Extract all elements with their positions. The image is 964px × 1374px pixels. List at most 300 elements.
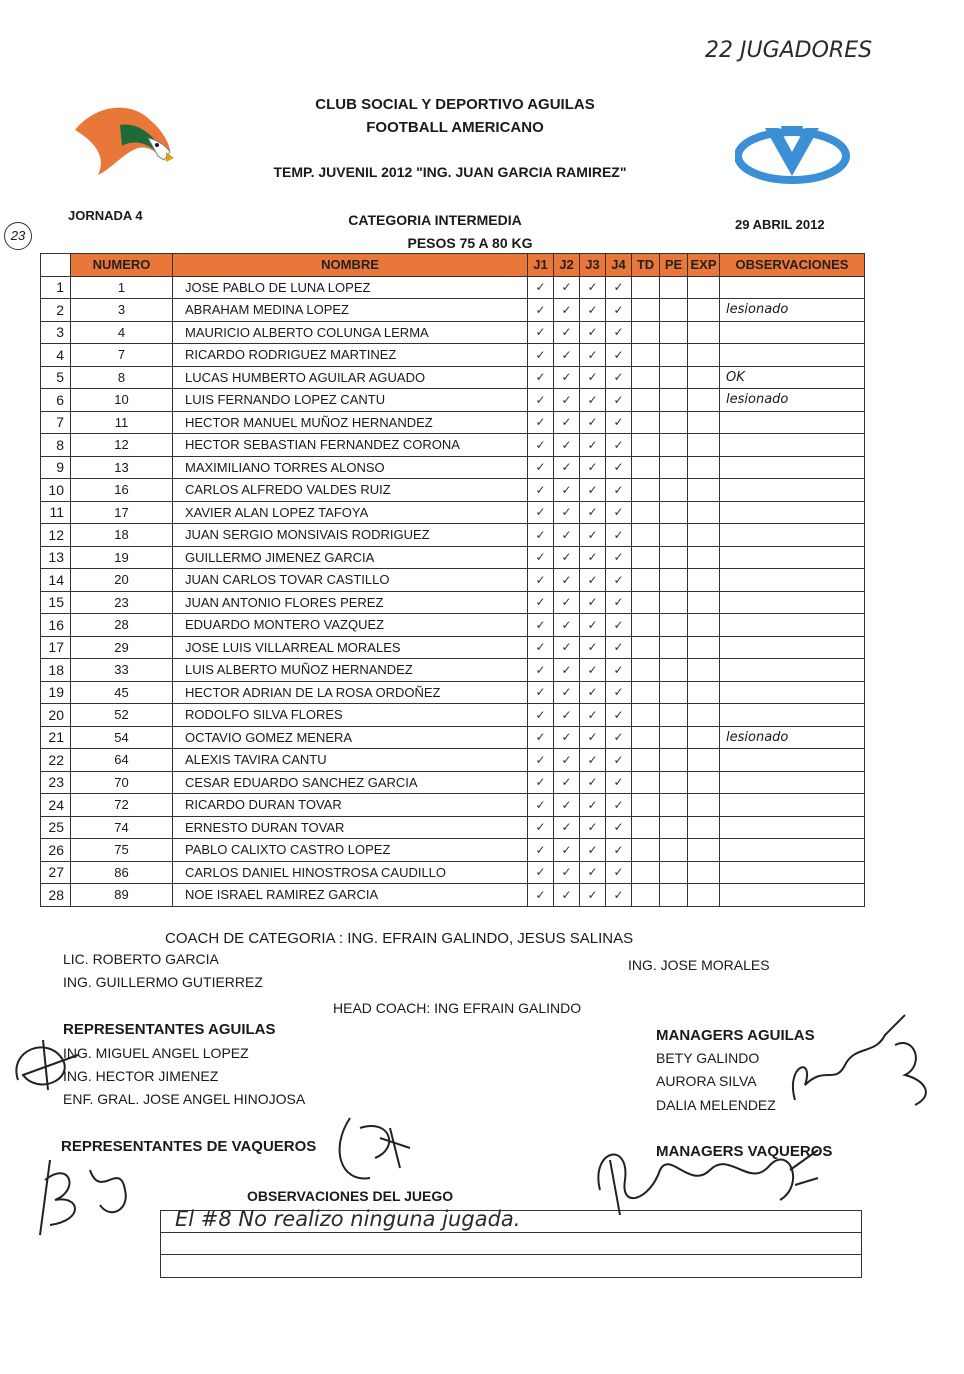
j4-mark: ✓ bbox=[606, 411, 632, 434]
player-name: ALEXIS TAVIRA CANTU bbox=[173, 749, 528, 772]
exp-cell bbox=[688, 479, 720, 502]
td-cell bbox=[632, 524, 660, 547]
pe-cell bbox=[660, 479, 688, 502]
td-cell bbox=[632, 816, 660, 839]
pe-cell bbox=[660, 456, 688, 479]
j3-mark: ✓ bbox=[580, 501, 606, 524]
pe-cell bbox=[660, 501, 688, 524]
td-cell bbox=[632, 749, 660, 772]
row-index: 18 bbox=[41, 659, 71, 682]
j2-mark: ✓ bbox=[554, 614, 580, 637]
player-name: RICARDO RODRIGUEZ MARTINEZ bbox=[173, 344, 528, 367]
player-name: NOE ISRAEL RAMIREZ GARCIA bbox=[173, 884, 528, 907]
td-cell bbox=[632, 479, 660, 502]
manager-aguilas-1: BETY GALINDO bbox=[656, 1050, 760, 1066]
j4-mark: ✓ bbox=[606, 884, 632, 907]
signature-rep-aguilas bbox=[8, 1030, 88, 1100]
j3-mark: ✓ bbox=[580, 524, 606, 547]
exp-cell bbox=[688, 884, 720, 907]
td-cell bbox=[632, 366, 660, 389]
player-number: 23 bbox=[71, 591, 173, 614]
pe-cell bbox=[660, 299, 688, 322]
row-index: 11 bbox=[41, 501, 71, 524]
handwritten-player-count: 22 JUGADORES bbox=[705, 38, 873, 63]
exp-cell bbox=[688, 299, 720, 322]
exp-cell bbox=[688, 591, 720, 614]
table-row bbox=[41, 524, 865, 547]
exp-cell bbox=[688, 456, 720, 479]
player-name: MAXIMILIANO TORRES ALONSO bbox=[173, 456, 528, 479]
j2-mark: ✓ bbox=[554, 884, 580, 907]
j4-mark: ✓ bbox=[606, 344, 632, 367]
table-row bbox=[41, 389, 865, 412]
table-row bbox=[41, 794, 865, 817]
player-number: 13 bbox=[71, 456, 173, 479]
row-index: 2 bbox=[41, 299, 71, 322]
td-cell bbox=[632, 636, 660, 659]
table-header-row bbox=[41, 254, 865, 277]
player-name: EDUARDO MONTERO VAZQUEZ bbox=[173, 614, 528, 637]
observation-cell: OK bbox=[720, 366, 865, 389]
j4-mark: ✓ bbox=[606, 479, 632, 502]
td-cell bbox=[632, 299, 660, 322]
j3-mark: ✓ bbox=[580, 591, 606, 614]
exp-cell bbox=[688, 636, 720, 659]
player-name: MAURICIO ALBERTO COLUNGA LERMA bbox=[173, 321, 528, 344]
vaqueros-logo bbox=[735, 118, 850, 188]
pe-cell bbox=[660, 704, 688, 727]
observation-cell bbox=[720, 546, 865, 569]
j4-mark: ✓ bbox=[606, 276, 632, 299]
player-number: 89 bbox=[71, 884, 173, 907]
j4-mark: ✓ bbox=[606, 299, 632, 322]
player-number: 10 bbox=[71, 389, 173, 412]
row-index: 25 bbox=[41, 816, 71, 839]
exp-cell bbox=[688, 344, 720, 367]
j3-mark: ✓ bbox=[580, 546, 606, 569]
col-j3: J3 bbox=[580, 254, 606, 277]
j4-mark: ✓ bbox=[606, 726, 632, 749]
player-number: 17 bbox=[71, 501, 173, 524]
pe-cell bbox=[660, 366, 688, 389]
j4-mark: ✓ bbox=[606, 636, 632, 659]
row-index: 16 bbox=[41, 614, 71, 637]
col-td: TD bbox=[632, 254, 660, 277]
j1-mark: ✓ bbox=[528, 276, 554, 299]
observation-cell bbox=[720, 456, 865, 479]
col-j1: J1 bbox=[528, 254, 554, 277]
player-number: 11 bbox=[71, 411, 173, 434]
exp-cell bbox=[688, 524, 720, 547]
managers-vaqueros-title: MANAGERS VAQUEROS bbox=[656, 1143, 833, 1160]
j2-mark: ✓ bbox=[554, 434, 580, 457]
j1-mark: ✓ bbox=[528, 614, 554, 637]
table-row bbox=[41, 456, 865, 479]
pe-cell bbox=[660, 524, 688, 547]
pe-cell bbox=[660, 636, 688, 659]
player-number: 3 bbox=[71, 299, 173, 322]
j3-mark: ✓ bbox=[580, 411, 606, 434]
exp-cell bbox=[688, 569, 720, 592]
club-title: CLUB SOCIAL Y DEPORTIVO AGUILAS bbox=[315, 96, 595, 113]
round-label: JORNADA 4 bbox=[68, 208, 143, 223]
pe-cell bbox=[660, 839, 688, 862]
category-label: CATEGORIA INTERMEDIA bbox=[348, 212, 522, 228]
rep-aguilas-1: ING. MIGUEL ANGEL LOPEZ bbox=[63, 1045, 249, 1061]
exp-cell bbox=[688, 276, 720, 299]
row-index: 3 bbox=[41, 321, 71, 344]
j4-mark: ✓ bbox=[606, 659, 632, 682]
player-number: 4 bbox=[71, 321, 173, 344]
j2-mark: ✓ bbox=[554, 546, 580, 569]
td-cell bbox=[632, 726, 660, 749]
j2-mark: ✓ bbox=[554, 749, 580, 772]
table-row bbox=[41, 839, 865, 862]
player-name: JOSE LUIS VILLARREAL MORALES bbox=[173, 636, 528, 659]
player-name: GUILLERMO JIMENEZ GARCIA bbox=[173, 546, 528, 569]
table-row bbox=[41, 569, 865, 592]
player-number: 20 bbox=[71, 569, 173, 592]
observation-cell bbox=[720, 749, 865, 772]
player-number: 18 bbox=[71, 524, 173, 547]
td-cell bbox=[632, 681, 660, 704]
observation-cell bbox=[720, 794, 865, 817]
td-cell bbox=[632, 659, 660, 682]
pe-cell bbox=[660, 546, 688, 569]
j2-mark: ✓ bbox=[554, 479, 580, 502]
td-cell bbox=[632, 434, 660, 457]
player-number: 45 bbox=[71, 681, 173, 704]
j2-mark: ✓ bbox=[554, 456, 580, 479]
table-row bbox=[41, 546, 865, 569]
j3-mark: ✓ bbox=[580, 771, 606, 794]
col-index bbox=[41, 254, 71, 277]
pe-cell bbox=[660, 591, 688, 614]
pe-cell bbox=[660, 681, 688, 704]
j2-mark: ✓ bbox=[554, 321, 580, 344]
head-coach: HEAD COACH: ING EFRAIN GALINDO bbox=[333, 1000, 582, 1016]
td-cell bbox=[632, 861, 660, 884]
td-cell bbox=[632, 501, 660, 524]
table-row bbox=[41, 591, 865, 614]
j4-mark: ✓ bbox=[606, 524, 632, 547]
col-nombre: NOMBRE bbox=[173, 254, 528, 277]
player-name: JUAN ANTONIO FLORES PEREZ bbox=[173, 591, 528, 614]
j1-mark: ✓ bbox=[528, 456, 554, 479]
td-cell bbox=[632, 704, 660, 727]
col-numero: NUMERO bbox=[71, 254, 173, 277]
j4-mark: ✓ bbox=[606, 816, 632, 839]
player-number: 7 bbox=[71, 344, 173, 367]
td-cell bbox=[632, 839, 660, 862]
table-row bbox=[41, 704, 865, 727]
j4-mark: ✓ bbox=[606, 456, 632, 479]
row-index: 15 bbox=[41, 591, 71, 614]
pe-cell bbox=[660, 321, 688, 344]
col-j4: J4 bbox=[606, 254, 632, 277]
j2-mark: ✓ bbox=[554, 591, 580, 614]
coach-guillermo: ING. GUILLERMO GUTIERREZ bbox=[63, 974, 263, 990]
exp-cell bbox=[688, 749, 720, 772]
pe-cell bbox=[660, 344, 688, 367]
j2-mark: ✓ bbox=[554, 636, 580, 659]
observation-cell bbox=[720, 884, 865, 907]
player-number: 19 bbox=[71, 546, 173, 569]
j2-mark: ✓ bbox=[554, 411, 580, 434]
player-number: 64 bbox=[71, 749, 173, 772]
observation-cell bbox=[720, 434, 865, 457]
td-cell bbox=[632, 411, 660, 434]
j2-mark: ✓ bbox=[554, 366, 580, 389]
j4-mark: ✓ bbox=[606, 389, 632, 412]
j1-mark: ✓ bbox=[528, 816, 554, 839]
j4-mark: ✓ bbox=[606, 614, 632, 637]
observation-cell bbox=[720, 344, 865, 367]
j4-mark: ✓ bbox=[606, 434, 632, 457]
td-cell bbox=[632, 794, 660, 817]
j1-mark: ✓ bbox=[528, 704, 554, 727]
player-name: RODOLFO SILVA FLORES bbox=[173, 704, 528, 727]
observation-cell bbox=[720, 636, 865, 659]
j3-mark: ✓ bbox=[580, 884, 606, 907]
table-row bbox=[41, 614, 865, 637]
j1-mark: ✓ bbox=[528, 591, 554, 614]
player-name: JOSE PABLO DE LUNA LOPEZ bbox=[173, 276, 528, 299]
weight-label: PESOS 75 A 80 KG bbox=[407, 235, 533, 251]
j2-mark: ✓ bbox=[554, 794, 580, 817]
j3-mark: ✓ bbox=[580, 389, 606, 412]
td-cell bbox=[632, 591, 660, 614]
j1-mark: ✓ bbox=[528, 569, 554, 592]
player-name: LUIS ALBERTO MUÑOZ HERNANDEZ bbox=[173, 659, 528, 682]
table-row bbox=[41, 861, 865, 884]
td-cell bbox=[632, 456, 660, 479]
row-index: 19 bbox=[41, 681, 71, 704]
observation-cell bbox=[720, 816, 865, 839]
col-observaciones: OBSERVACIONES bbox=[720, 254, 865, 277]
row-index: 20 bbox=[41, 704, 71, 727]
table-row bbox=[41, 726, 865, 749]
signature-vaqueros-mid bbox=[330, 1108, 420, 1188]
exp-cell bbox=[688, 794, 720, 817]
player-name: RICARDO DURAN TOVAR bbox=[173, 794, 528, 817]
player-name: HECTOR ADRIAN DE LA ROSA ORDOÑEZ bbox=[173, 681, 528, 704]
j3-mark: ✓ bbox=[580, 344, 606, 367]
row-index: 21 bbox=[41, 726, 71, 749]
col-exp: EXP bbox=[688, 254, 720, 277]
table-row bbox=[41, 479, 865, 502]
observation-cell bbox=[720, 591, 865, 614]
table-row bbox=[41, 749, 865, 772]
observation-cell bbox=[720, 704, 865, 727]
j1-mark: ✓ bbox=[528, 839, 554, 862]
row-index: 23 bbox=[41, 771, 71, 794]
j2-mark: ✓ bbox=[554, 861, 580, 884]
j2-mark: ✓ bbox=[554, 771, 580, 794]
row-index: 22 bbox=[41, 749, 71, 772]
rep-aguilas-title: REPRESENTANTES AGUILAS bbox=[63, 1021, 276, 1038]
player-name: JUAN SERGIO MONSIVAIS RODRIGUEZ bbox=[173, 524, 528, 547]
table-row bbox=[41, 816, 865, 839]
j4-mark: ✓ bbox=[606, 681, 632, 704]
j4-mark: ✓ bbox=[606, 591, 632, 614]
player-number: 86 bbox=[71, 861, 173, 884]
player-name: JUAN CARLOS TOVAR CASTILLO bbox=[173, 569, 528, 592]
j1-mark: ✓ bbox=[528, 771, 554, 794]
player-name: CARLOS DANIEL HINOSTROSA CAUDILLO bbox=[173, 861, 528, 884]
j2-mark: ✓ bbox=[554, 659, 580, 682]
pe-cell bbox=[660, 276, 688, 299]
j4-mark: ✓ bbox=[606, 794, 632, 817]
j1-mark: ✓ bbox=[528, 411, 554, 434]
pe-cell bbox=[660, 794, 688, 817]
observation-cell bbox=[720, 771, 865, 794]
j2-mark: ✓ bbox=[554, 299, 580, 322]
j3-mark: ✓ bbox=[580, 704, 606, 727]
j3-mark: ✓ bbox=[580, 479, 606, 502]
observation-cell bbox=[720, 411, 865, 434]
j1-mark: ✓ bbox=[528, 366, 554, 389]
table-row bbox=[41, 411, 865, 434]
j4-mark: ✓ bbox=[606, 749, 632, 772]
j1-mark: ✓ bbox=[528, 726, 554, 749]
j2-mark: ✓ bbox=[554, 726, 580, 749]
pe-cell bbox=[660, 569, 688, 592]
player-number: 54 bbox=[71, 726, 173, 749]
player-number: 33 bbox=[71, 659, 173, 682]
player-number: 28 bbox=[71, 614, 173, 637]
j3-mark: ✓ bbox=[580, 794, 606, 817]
j4-mark: ✓ bbox=[606, 366, 632, 389]
td-cell bbox=[632, 546, 660, 569]
pe-cell bbox=[660, 659, 688, 682]
table-row bbox=[41, 299, 865, 322]
player-number: 72 bbox=[71, 794, 173, 817]
col-pe: PE bbox=[660, 254, 688, 277]
observation-cell bbox=[720, 321, 865, 344]
row-index: 6 bbox=[41, 389, 71, 412]
observation-cell bbox=[720, 479, 865, 502]
td-cell bbox=[632, 884, 660, 907]
row-index: 9 bbox=[41, 456, 71, 479]
j2-mark: ✓ bbox=[554, 816, 580, 839]
j4-mark: ✓ bbox=[606, 704, 632, 727]
j1-mark: ✓ bbox=[528, 434, 554, 457]
player-name: XAVIER ALAN LOPEZ TAFOYA bbox=[173, 501, 528, 524]
j1-mark: ✓ bbox=[528, 749, 554, 772]
j3-mark: ✓ bbox=[580, 434, 606, 457]
player-number: 1 bbox=[71, 276, 173, 299]
j4-mark: ✓ bbox=[606, 546, 632, 569]
row-index: 24 bbox=[41, 794, 71, 817]
observation-cell bbox=[720, 839, 865, 862]
row-index: 17 bbox=[41, 636, 71, 659]
coach-category: COACH DE CATEGORIA : ING. EFRAIN GALINDO, JESUS SALINAS bbox=[165, 930, 634, 947]
j3-mark: ✓ bbox=[580, 636, 606, 659]
aguilas-eagle-logo bbox=[70, 100, 175, 180]
player-name: HECTOR MANUEL MUÑOZ HERNANDEZ bbox=[173, 411, 528, 434]
player-name: HECTOR SEBASTIAN FERNANDEZ CORONA bbox=[173, 434, 528, 457]
td-cell bbox=[632, 321, 660, 344]
signature-managers-vaqueros bbox=[590, 1130, 820, 1220]
player-number: 16 bbox=[71, 479, 173, 502]
season-title: TEMP. JUVENIL 2012 "ING. JUAN GARCIA RAMIREZ" bbox=[273, 164, 627, 180]
exp-cell bbox=[688, 681, 720, 704]
j3-mark: ✓ bbox=[580, 366, 606, 389]
pe-cell bbox=[660, 861, 688, 884]
j4-mark: ✓ bbox=[606, 771, 632, 794]
row-index: 7 bbox=[41, 411, 71, 434]
row-index: 10 bbox=[41, 479, 71, 502]
exp-cell bbox=[688, 501, 720, 524]
exp-cell bbox=[688, 839, 720, 862]
observation-cell: lesionado bbox=[720, 389, 865, 412]
pe-cell bbox=[660, 749, 688, 772]
coach-jose-morales: ING. JOSE MORALES bbox=[628, 957, 770, 973]
j3-mark: ✓ bbox=[580, 839, 606, 862]
table-row bbox=[41, 321, 865, 344]
exp-cell bbox=[688, 861, 720, 884]
j2-mark: ✓ bbox=[554, 276, 580, 299]
exp-cell bbox=[688, 704, 720, 727]
j2-mark: ✓ bbox=[554, 389, 580, 412]
player-number: 75 bbox=[71, 839, 173, 862]
j1-mark: ✓ bbox=[528, 344, 554, 367]
player-name: LUIS FERNANDO LOPEZ CANTU bbox=[173, 389, 528, 412]
j3-mark: ✓ bbox=[580, 614, 606, 637]
j1-mark: ✓ bbox=[528, 884, 554, 907]
observation-cell: lesionado bbox=[720, 299, 865, 322]
j2-mark: ✓ bbox=[554, 569, 580, 592]
observation-cell bbox=[720, 501, 865, 524]
observation-cell bbox=[720, 614, 865, 637]
player-number: 29 bbox=[71, 636, 173, 659]
j1-mark: ✓ bbox=[528, 501, 554, 524]
table-row bbox=[41, 501, 865, 524]
player-number: 8 bbox=[71, 366, 173, 389]
j1-mark: ✓ bbox=[528, 479, 554, 502]
player-name: ERNESTO DURAN TOVAR bbox=[173, 816, 528, 839]
j2-mark: ✓ bbox=[554, 344, 580, 367]
j3-mark: ✓ bbox=[580, 456, 606, 479]
table-row bbox=[41, 636, 865, 659]
j2-mark: ✓ bbox=[554, 839, 580, 862]
date-label: 29 ABRIL 2012 bbox=[735, 217, 825, 232]
observation-cell bbox=[720, 569, 865, 592]
roster-table bbox=[40, 253, 865, 907]
exp-cell bbox=[688, 366, 720, 389]
observation-cell bbox=[720, 681, 865, 704]
row-index: 8 bbox=[41, 434, 71, 457]
j3-mark: ✓ bbox=[580, 816, 606, 839]
exp-cell bbox=[688, 614, 720, 637]
col-j2: J2 bbox=[554, 254, 580, 277]
j4-mark: ✓ bbox=[606, 569, 632, 592]
player-number: 74 bbox=[71, 816, 173, 839]
j1-mark: ✓ bbox=[528, 389, 554, 412]
game-observations-title: OBSERVACIONES DEL JUEGO bbox=[247, 1188, 454, 1204]
j4-mark: ✓ bbox=[606, 861, 632, 884]
j3-mark: ✓ bbox=[580, 321, 606, 344]
table-row bbox=[41, 366, 865, 389]
table-row bbox=[41, 276, 865, 299]
rep-aguilas-3: ENF. GRAL. JOSE ANGEL HINOJOSA bbox=[63, 1091, 306, 1107]
observation-cell: lesionado bbox=[720, 726, 865, 749]
j1-mark: ✓ bbox=[528, 321, 554, 344]
row-index: 1 bbox=[41, 276, 71, 299]
exp-cell bbox=[688, 546, 720, 569]
pe-cell bbox=[660, 726, 688, 749]
